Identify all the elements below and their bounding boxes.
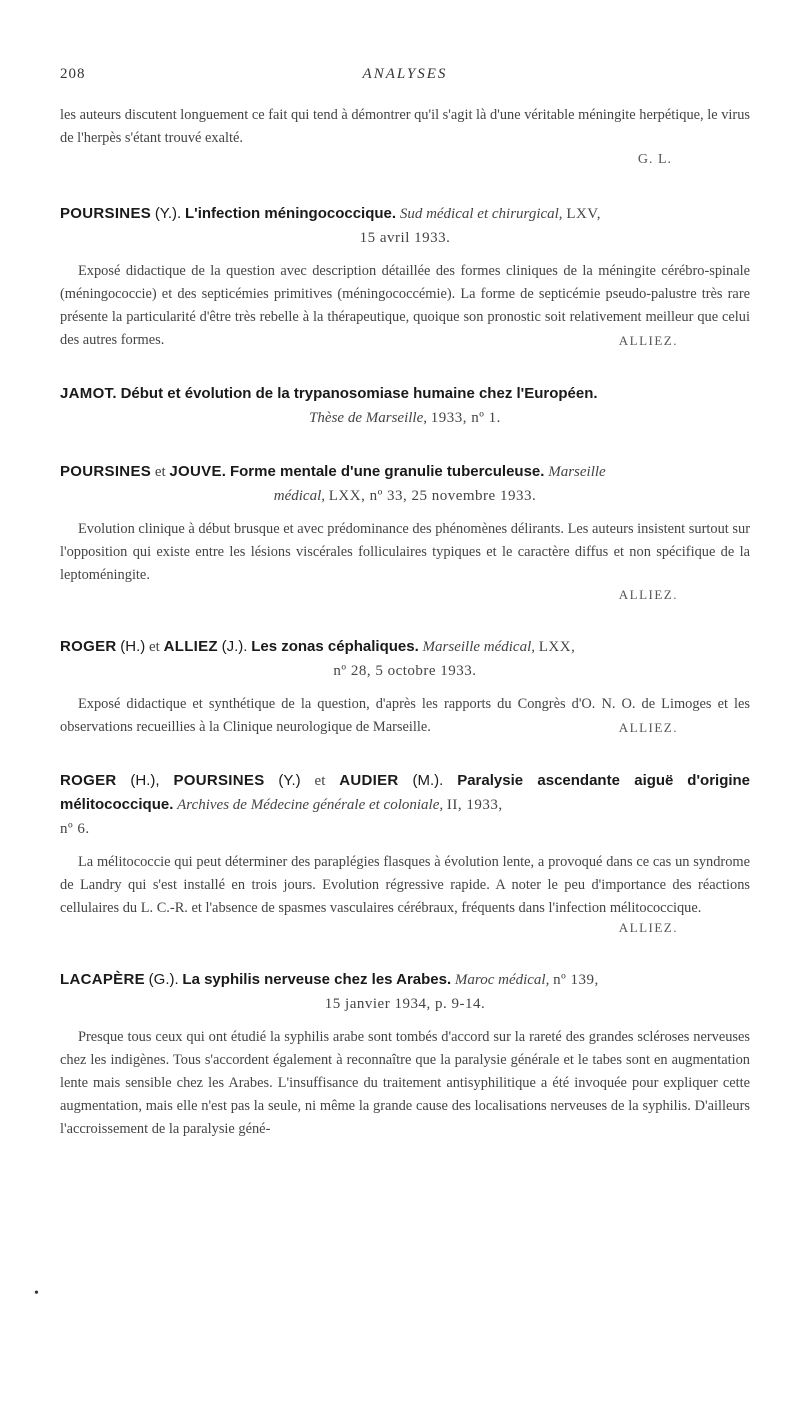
entry-author: POURSINES — [60, 463, 152, 480]
entry-journal: Sud médical et chirurgical, — [399, 206, 563, 222]
entry-signature: ALLIEZ. — [618, 333, 678, 348]
entry-author-2-initials: (Y.) — [278, 772, 301, 789]
entry-reference: 1933, nº 1. — [430, 410, 501, 426]
entry-journal: Maroc médical, — [454, 972, 550, 988]
entry-reference-date: 15 avril 1933. — [359, 230, 451, 246]
entry-citation — [60, 406, 750, 430]
entry-author-2-initials: (J.). — [221, 638, 248, 655]
entry-author: ROGER — [60, 772, 117, 789]
entry-author-2: ALLIEZ — [163, 638, 218, 655]
entry-poursines-meningococcique — [60, 202, 750, 352]
entry-author-3: AUDIER — [339, 772, 399, 789]
intro-signature: G. L. — [637, 152, 672, 167]
entry-abstract — [60, 693, 750, 739]
entry-abstract: La mélitococcie qui peut déterminer des paraplégies flasques à évolution lente, a provoqué dans ce cas un syndrome de Landry qui s'est installé en trois jours. Evolution régressive rapide. A noter le peu d'importance des réactions cellulaires du L. C.-R. et l'absence de spasmes vasculaires cérébraux, fréquents dans l'infection mélitococcique. — [60, 854, 750, 916]
entry-conjunction: et — [314, 773, 326, 789]
entry-heading — [60, 460, 750, 508]
entry-journal: Marseille — [548, 464, 606, 480]
entry-heading — [60, 635, 750, 683]
running-head — [60, 66, 750, 88]
entry-author-2: POURSINES — [173, 772, 265, 789]
entry-abstract-text: Exposé didactique de la question avec description détaillée des formes cliniques de la méningite cérébro-spinale (méningococcie) et des septicémies primitives (méningococcémie). La forme de septicémie pseudo-palustre très rare présente la particularité d'être très rebelle à la thérapeutique, quoique son pronostic soit relativement meilleur que celui des autres formes. — [60, 263, 750, 348]
entry-author: LACAPÈRE — [60, 971, 145, 988]
entry-heading — [60, 202, 750, 250]
entry-conjunction: et — [149, 639, 160, 655]
entry-poursines-jouve-granulie — [60, 460, 750, 603]
entry-journal: Archives de Médecine générale et coloniale, — [177, 797, 444, 813]
entry-heading — [60, 382, 750, 430]
entry-reference: LXX, — [538, 639, 576, 655]
entry-reference-number: nº 6. — [60, 821, 90, 837]
entry-signature: ALLIEZ. — [618, 587, 678, 602]
entry-signature: ALLIEZ. — [618, 920, 678, 935]
entry-jamot-trypanosomiase — [60, 382, 750, 430]
entry-author: JAMOT. — [60, 385, 117, 402]
entry-author: ROGER — [60, 638, 117, 655]
entry-title: Forme mentale d'une granulie tuberculeuse. — [229, 463, 545, 480]
entry-author: POURSINES — [60, 205, 152, 222]
entry-journal: Thèse de Marseille, — [309, 410, 427, 426]
entry-reference-date: 15 janvier 1934, p. 9-14. — [324, 996, 486, 1012]
entry-title: L'infection méningococcique. — [184, 205, 397, 222]
entry-abstract-text: Exposé didactique et synthétique de la question, d'après les rapports du Congrès d'O. N. O. de Limoges et les observations recueillies à la Clinique neurologique de Marseille. — [60, 696, 750, 735]
entry-heading — [60, 769, 750, 841]
entry-author-2: JOUVE. — [169, 463, 227, 480]
entry-author-initials: (G.). — [148, 971, 179, 988]
document-page — [60, 66, 750, 1141]
entry-title: Les zonas céphaliques. — [251, 638, 419, 655]
entry-abstract — [60, 260, 750, 352]
entry-conjunction: et — [154, 464, 166, 480]
entry-author-initials: (H.), — [130, 772, 160, 789]
entry-author-initials: (H.) — [120, 638, 146, 655]
entry-title-cont: d'origine mélitococcique. — [60, 772, 751, 813]
section-title: ANALYSES — [362, 66, 448, 82]
entry-title: La syphilis nerveuse chez les Arabes. — [182, 971, 452, 988]
entry-roger-poursines-audier-paralysie — [60, 769, 750, 936]
margin-mark: • — [34, 1286, 39, 1301]
entry-abstract: Presque tous ceux qui ont étudié la syphilis arabe sont tombés d'accord sur la rareté des grandes scléroses nerveuses chez les indigènes. Tous s'accordent également à reconnaître que la paralysie générale et le tabes sont en augmentation lente mais sensible chez les Arabes. L'insuffisance du traitement antisyphilitique a été invoquée pour expliquer cette augmentation, mais elle n'est pas la seule, ni même la grande cause des localisations nerveuses de la syphilis. D'ailleurs l'accroissement de la paralysie géné- — [60, 1029, 750, 1137]
entry-author-initials: (Y.). — [154, 205, 182, 222]
entry-reference-date: nº 28, 5 octobre 1933. — [333, 663, 477, 679]
entry-citation — [60, 484, 750, 508]
entry-signature: ALLIEZ. — [618, 720, 678, 735]
entry-reference: nº 139, — [553, 972, 599, 988]
entry-title: Paralysie ascendante aiguë — [457, 772, 674, 789]
intro-paragraph: les auteurs discutent longuement ce fait qui tend à démontrer qu'il s'agit là d'une véritable méningite herpétique, le virus de l'herpès s'étant trouvé exalté. — [60, 107, 750, 146]
entry-title: Début et évolution de la trypanosomiase humaine chez l'Européen. — [120, 385, 598, 402]
entry-journal-cont: médical, — [273, 488, 325, 504]
entry-roger-alliez-zonas — [60, 635, 750, 739]
entry-reference: LXX, nº 33, 25 novembre 1933. — [328, 488, 537, 504]
entry-author-3-initials: (M.). — [412, 772, 444, 789]
entry-reference: II, 1933, — [446, 797, 503, 813]
entry-reference: LXV, — [566, 206, 601, 222]
entry-journal: Marseille médical, — [422, 639, 536, 655]
entry-lacapere-syphilis — [60, 968, 750, 1141]
entry-abstract: Evolution clinique à début brusque et avec prédominance des phénomènes délirants. Les auteurs insistent surtout sur l'opposition qui existe entre les lésions viscérales folliculaires typiques et le caractère diffus et non spécifique de la leptoméningite. — [60, 521, 750, 583]
entry-heading — [60, 968, 750, 1016]
page-number: 208 — [60, 66, 86, 82]
